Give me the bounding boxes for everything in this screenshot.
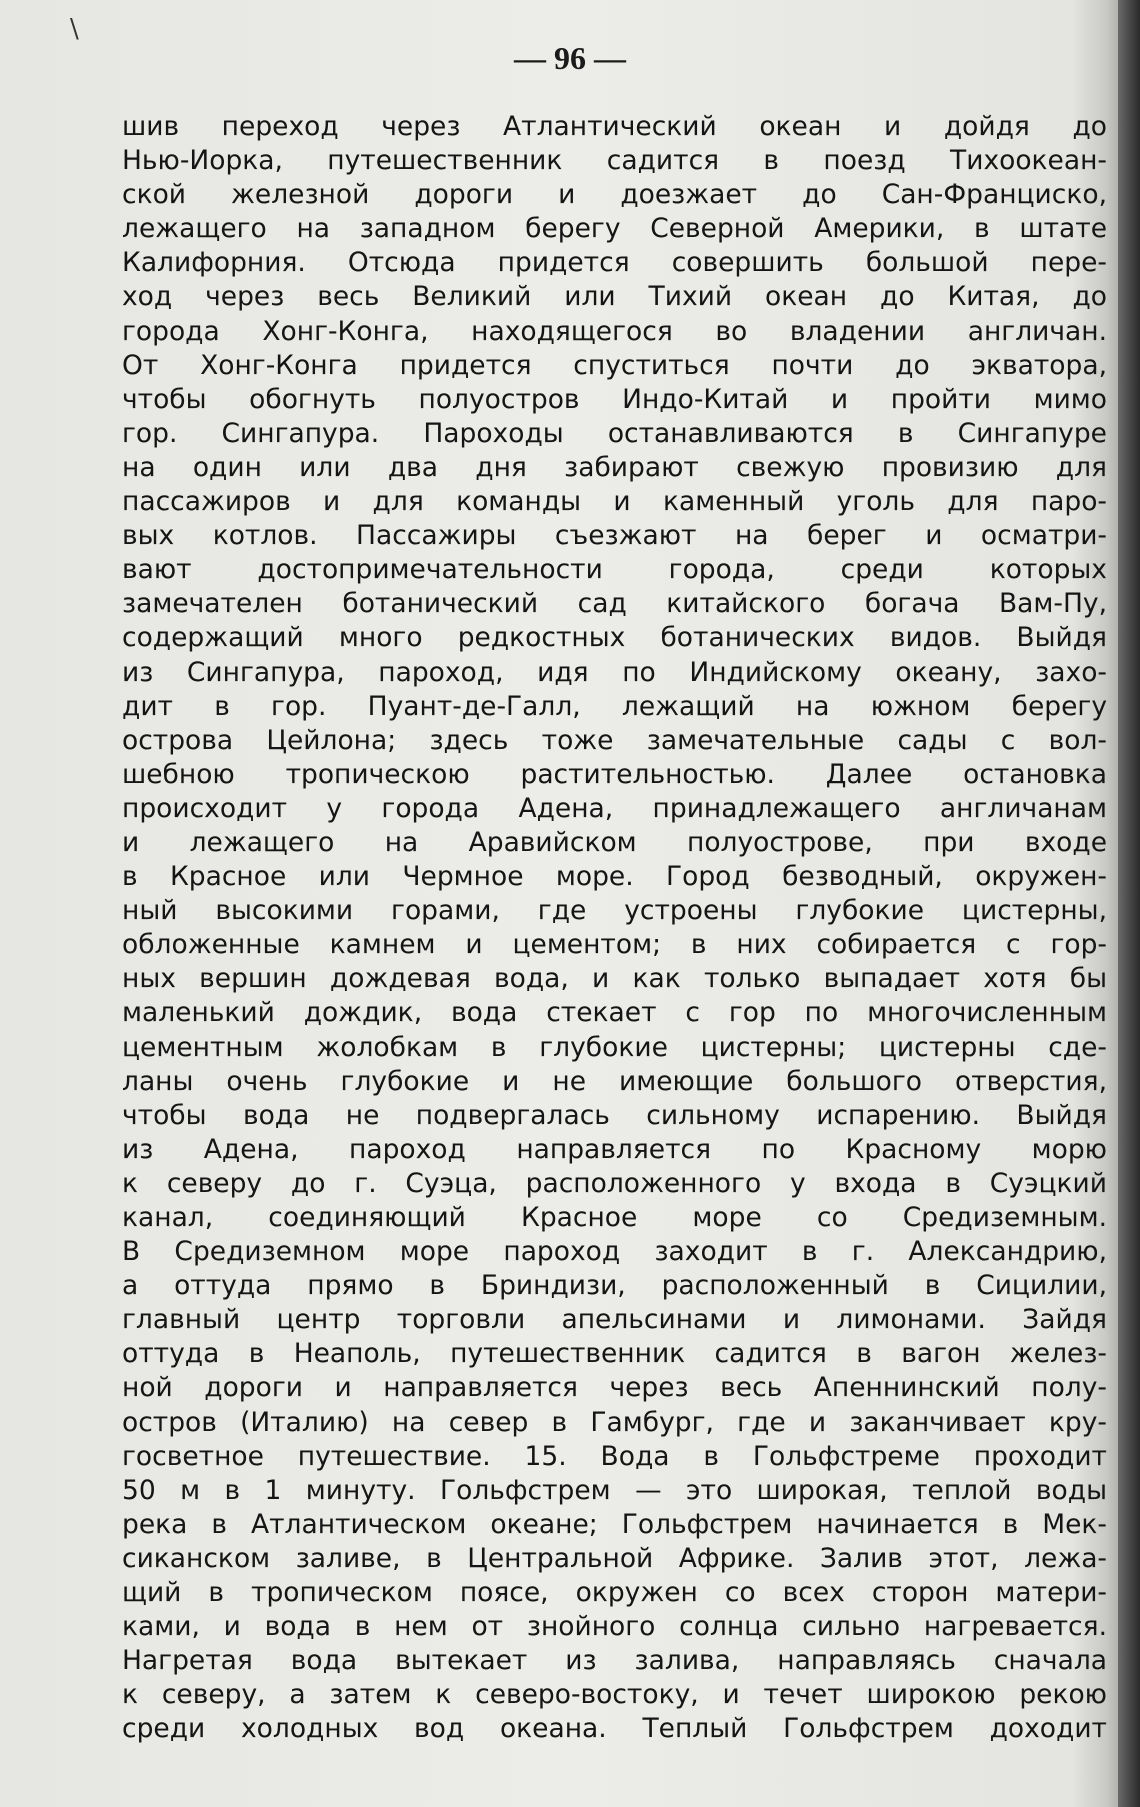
text-line: оттуда в Неаполь, путешественник садится в вагон желез- [122,1338,1107,1370]
corner-mark: \ [70,14,79,44]
text-line: маленький дождик, вода стекает с гор по многочисленным [122,997,1107,1029]
text-line: щий в тропическом поясе, окружен со всех сторон матери- [122,1577,1107,1609]
text-line: госветное путешествие. 15. Вода в Гольфстреме проходит [122,1440,1107,1472]
text-line: река в Атлантическом океане; Гольфстрем начинается в Мек- [122,1508,1107,1540]
text-line: ланы очень глубокие и не имеющие большого отверстия, [122,1065,1107,1097]
text-line: в Красное или Чермное море. Город безводный, окружен- [122,861,1107,893]
book-spine-shadow [1118,0,1140,1807]
text-line: канал, соединяющий Красное море со Средиземным. [122,1202,1107,1233]
text-line: содержащий много редкостных ботанических видов. Выйдя [122,622,1107,654]
text-line: В Средиземном море пароход заходит в г. Александрию, [122,1236,1107,1268]
text-line: ход через весь Великий или Тихий океан до Китая, до [122,281,1107,313]
text-line: дит в гор. Пуант-де-Галл, лежащий на южном берегу [122,690,1107,722]
text-line: из Сингапура, пароход, идя по Индийскому океану, захо- [122,656,1107,688]
text-line: шив переход через Атлантический океан и дойдя до [122,111,1107,142]
text-line: пассажиров и для команды и каменный уголь для паро- [122,486,1107,518]
text-line: а оттуда прямо в Бриндизи, расположенный в Сицилии, [122,1270,1107,1302]
text-line: чтобы вода не подвергалась сильному испарению. Выйдя [122,1099,1107,1131]
text-line: к северу до г. Суэца, расположенного у входа в Суэцкий [122,1167,1107,1199]
text-line: гор. Сингапура. Пароходы останавливаются в Сингапуре [122,417,1107,449]
text-line: Нью-Иорка, путешественник садится в поезд Тихоокеан- [122,145,1107,177]
text-line: среди холодных вод океана. Теплый Гольфстрем доходит [122,1713,1107,1745]
text-line: к северу, а затем к северо-востоку, и течет широкою рекою [122,1679,1107,1711]
text-line: От Хонг-Конга придется спуститься почти до экватора, [122,349,1107,381]
text-line: города Хонг-Конга, находящегося во владении англичан. [122,315,1107,347]
text-line: замечателен ботанический сад китайского богача Вам-Пу, [122,588,1107,620]
text-line: ный высокими горами, где устроены глубокие цистерны, [122,895,1107,927]
text-line: ной дороги и направляется через весь Апеннинский полу- [122,1372,1107,1404]
text-line: Нагретая вода вытекает из залива, направляясь сначала [122,1645,1107,1677]
text-line: ками, и вода в нем от знойного солнца сильно нагревается. [122,1611,1107,1643]
text-line: 50 м в 1 минуту. Гольфстрем — это широкая, теплой воды [122,1474,1107,1506]
text-line: и лежащего на Аравийском полуострове, при входе [122,826,1107,858]
text-line: ской железной дороги и доезжает до Сан-Франциско, [122,179,1107,211]
text-line: обложенные камнем и цементом; в них собирается с гор- [122,929,1107,961]
page-number: — 96 — [514,40,626,76]
text-line: вают достопримечательности города, среди которых [122,554,1107,586]
text-line: цементным жолобкам в глубокие цистерны; цистерны сде- [122,1031,1107,1063]
text-line: сиканском заливе, в Центральной Африке. Залив этот, лежа- [122,1542,1107,1574]
text-line: острова Цейлона; здесь тоже замечательные сады с вол- [122,724,1107,756]
body-text [122,110,1107,1747]
text-line: вых котлов. Пассажиры съезжают на берег и осматри- [122,520,1107,552]
text-line: на один или два дня забирают свежую провизию для [122,451,1107,483]
text-line: лежащего на западном берегу Северной Америки, в штате [122,213,1107,245]
text-line: остров (Италию) на север в Гамбург, где и заканчивает кру- [122,1406,1107,1438]
text-line: главный центр торговли апельсинами и лимонами. Зайдя [122,1304,1107,1336]
text-line: из Адена, пароход направляется по Красному морю [122,1133,1107,1165]
text-line: шебною тропическою растительностью. Далее остановка [122,758,1107,790]
text-line: происходит у города Адена, принадлежащего англичанам [122,792,1107,824]
text-line: ных вершин дождевая вода, и как только выпадает хотя бы [122,963,1107,995]
text-line: чтобы обогнуть полуостров Индо-Китай и пройти мимо [122,383,1107,415]
text-line: Калифорния. Отсюда придется совершить большой пере- [122,247,1107,279]
